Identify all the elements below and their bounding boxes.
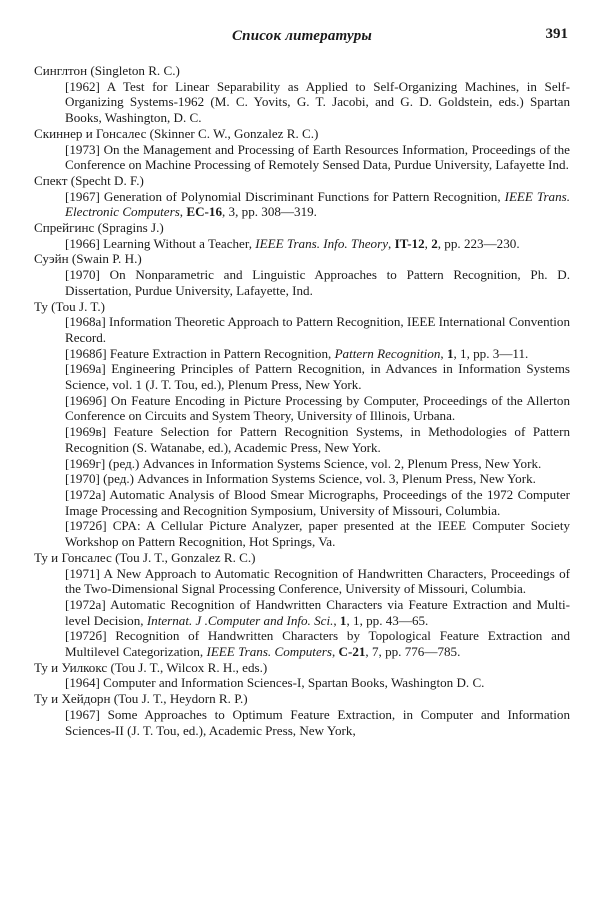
entry-author: Ту и Уилкокс (Tou J. T., Wilcox R. H., eds.) xyxy=(34,659,268,675)
bibliography-list xyxy=(34,63,570,738)
reference-text: , 3, pp. 308—319. xyxy=(222,204,317,220)
entry-author: Спрейгинс (Spragins J.) xyxy=(34,220,164,236)
reference-item xyxy=(34,471,570,487)
reference-item xyxy=(34,675,570,691)
reference-item xyxy=(34,597,570,628)
reference-item xyxy=(34,424,570,455)
reference-item xyxy=(34,236,570,252)
reference-text: [1969в] Feature Selection for Pattern Recognition Systems, in Methodologies of Pattern Recognition (S. Watanabe, ed.), Academic Press, New York. xyxy=(65,424,570,455)
reference-text: EC-16 xyxy=(186,204,222,220)
reference-text: Pattern Recognition xyxy=(334,345,441,361)
reference-item xyxy=(34,346,570,362)
reference-text: 2 xyxy=(431,235,438,251)
reference-text: [1968a] Information Theoretic Approach to Pattern Recognition, IEEE International Convention Record. xyxy=(65,314,570,345)
running-title: Список литературы xyxy=(231,28,373,44)
reference-text: , xyxy=(331,644,339,660)
reference-text: [1971] A New Approach to Automatic Recognition of Handwritten Characters, Proceedings of the Two-Dimensional Signal Processing Conference, University of Missouri, Columbia. xyxy=(65,565,570,597)
reference-text: [1970] (ред.) Advances in Information Systems Science, vol. 3, Plenum Press, New York. xyxy=(65,471,536,487)
reference-text: , xyxy=(388,235,395,251)
reference-item xyxy=(34,518,570,549)
reference-text: IEEE Trans. Electronic Computers xyxy=(65,188,571,220)
reference-item xyxy=(34,314,570,345)
reference-text: 1 xyxy=(446,345,454,361)
entry-author: Суэйн (Swain P. H.) xyxy=(34,251,142,267)
reference-item xyxy=(34,628,570,659)
reference-text: [1969б] On Feature Encoding in Picture Processing by Computer, Proceedings of the Allerton Conference on Circuits and System Theory, University of Illinois, Urbana. xyxy=(65,392,570,424)
reference-text: IEEE Trans. Computers xyxy=(206,644,332,660)
reference-text: [1972a] Automatic Recognition of Handwritten Characters via Feature Extraction and Multi-level Decision, xyxy=(65,596,570,628)
reference-item xyxy=(34,393,570,424)
page-header xyxy=(34,26,570,50)
reference-text: [1973] On the Management and Processing of Earth Resources Information, Proceedings of the Conference on Machine Processing of Remotely Sensed Data, Purdue University, Lafayette Ind. xyxy=(65,141,570,173)
reference-item xyxy=(34,361,570,392)
reference-item xyxy=(34,79,570,126)
entry-author: Ту и Хейдорн (Tou J. T., Heydorn R. P.) xyxy=(34,691,248,707)
reference-text: [1967] Some Approaches to Optimum Feature Extraction, in Computer and Information Sciences-II (J. T. Tou, ed.), Academic Press, New York, xyxy=(65,706,570,738)
reference-item xyxy=(34,189,570,220)
entry-author: Ту и Гонсалес (Tou J. T., Gonzalez R. C.) xyxy=(34,549,256,565)
reference-text: [1962] A Test for Linear Separability as Applied to Self-Organizing Machines, in Self-Organizing Systems-1962 (M. C. Yovits, G. T. Jacobi, and G. D. Goldstein, eds.) Spartan Books, Washington, D. C. xyxy=(65,78,570,126)
page-number: 391 xyxy=(545,26,568,42)
reference-text: , xyxy=(179,204,187,220)
reference-text: , xyxy=(424,235,432,251)
reference-item xyxy=(34,707,570,738)
reference-text: [1969a] Engineering Principles of Pattern Recognition, in Advances in Information Systems Science, vol. 1 (J. T. Tou, ed.), Plenum Press, New York. xyxy=(65,361,570,393)
entry-author: Спект (Specht D. F.) xyxy=(34,172,144,188)
reference-text: , xyxy=(333,612,340,628)
reference-text: [1972б] Recognition of Handwritten Characters by Topological Feature Extraction and Multilevel Categorization, xyxy=(65,628,570,660)
reference-text: C-21 xyxy=(338,644,366,660)
reference-text: , 1, pp. 43—65. xyxy=(346,612,429,628)
reference-text: [1972a] Automatic Analysis of Blood Smear Micrographs, Proceedings of the 1972 Computer Image Processing and Recognition Symposium, University of Missouri, Columbia. xyxy=(65,486,570,518)
reference-text: [1969г] (ред.) Advances in Information Systems Science, vol. 2, Plenum Press, New York. xyxy=(65,455,542,471)
reference-text: IEEE Trans. Info. Theory xyxy=(255,235,389,251)
reference-text: , xyxy=(440,345,447,361)
reference-text: 1 xyxy=(339,612,347,628)
reference-text: , 1, pp. 3—11. xyxy=(453,345,529,361)
entry-author: Ту (Tou J. T.) xyxy=(34,298,106,314)
reference-text: , pp. 223—230. xyxy=(437,235,520,251)
reference-item xyxy=(34,267,570,298)
reference-text: , 7, pp. 776—785. xyxy=(365,644,461,660)
entry-author: Скиннер и Гонсалес (Skinner C. W., Gonzalez R. C.) xyxy=(34,125,319,141)
reference-item xyxy=(34,142,570,173)
reference-text: [1966] Learning Without a Teacher, xyxy=(65,235,256,251)
entry-author: Синглтон (Singleton R. C.) xyxy=(34,63,180,78)
reference-text: [1964] Computer and Information Sciences-I, Spartan Books, Washington D. C. xyxy=(65,675,485,691)
reference-item xyxy=(34,487,570,518)
reference-text: Internat. J .Computer and Info. Sci. xyxy=(146,612,334,628)
reference-text: [1967] Generation of Polynomial Discriminant Functions for Pattern Recognition, xyxy=(65,188,505,204)
reference-text: [1968б] Feature Extraction in Pattern Recognition, xyxy=(65,345,335,361)
reference-item xyxy=(34,566,570,597)
reference-item xyxy=(34,456,570,472)
reference-text: [1972б] CPA: A Cellular Picture Analyzer, paper presented at the IEEE Computer Society Workshop on Pattern Recognition, Hot Springs, Va. xyxy=(65,518,570,550)
reference-text: [1970] On Nonparametric and Linguistic Approaches to Pattern Recognition, Ph. D. Dissertation, Purdue University, Lafayette, Ind. xyxy=(65,267,570,298)
reference-text: IT-12 xyxy=(394,235,425,251)
